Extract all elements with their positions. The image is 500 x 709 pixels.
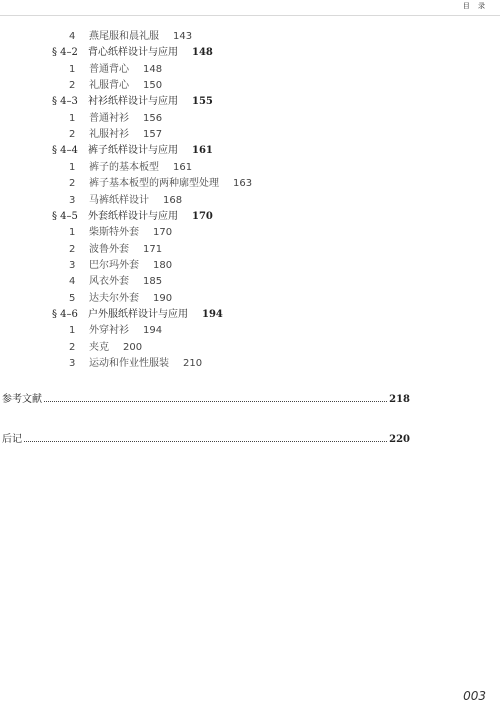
entry-title: 达夫尔外套: [89, 292, 139, 304]
item-number: 2: [69, 243, 76, 255]
entry-title: 外穿衬衫: [89, 325, 129, 337]
toc-subsection[interactable]: [69, 341, 142, 355]
item-number: 2: [69, 178, 76, 190]
dot-leader: [24, 441, 387, 442]
toc-section[interactable]: [52, 46, 213, 60]
header-rule: [0, 15, 500, 16]
entry-page-number: 156: [143, 112, 163, 124]
entry-page-number: 171: [143, 243, 163, 255]
toc-subsection[interactable]: [69, 194, 182, 208]
item-number: 3: [69, 259, 76, 271]
entry-page-number: 194: [143, 325, 163, 337]
entry-title: 外套纸样设计与应用: [88, 210, 178, 222]
item-number: 1: [69, 112, 76, 124]
toc-subsection[interactable]: [69, 63, 162, 77]
entry-title: 衬衫纸样设计与应用: [88, 96, 178, 108]
toc-subsection[interactable]: [69, 112, 162, 126]
item-number: 3: [69, 358, 76, 369]
item-number: 4: [69, 31, 76, 42]
chapter-title: 后记: [2, 434, 22, 445]
toc-subsection[interactable]: [69, 226, 172, 240]
entry-title: 裤子的基本板型: [89, 161, 159, 173]
item-number: 1: [69, 227, 76, 239]
entry-title: 礼服背心: [89, 80, 129, 92]
entry-title: 巴尔玛外套: [89, 259, 139, 271]
toc-section[interactable]: [52, 95, 213, 109]
dot-leader: [44, 401, 387, 402]
entry-page-number: 170: [153, 227, 173, 239]
toc-subsection[interactable]: [69, 292, 172, 306]
entry-page-number: 185: [143, 276, 163, 288]
entry-page-number: 155: [192, 96, 213, 108]
entry-page-number: 161: [192, 145, 213, 157]
entry-page-number: 150: [143, 80, 163, 92]
entry-title: 柴斯特外套: [89, 227, 139, 239]
entry-title: 普通衬衫: [89, 112, 129, 124]
entry-page-number: 190: [153, 292, 173, 304]
entry-title: 户外服纸样设计与应用: [88, 308, 188, 320]
entry-title: 礼服衬衫: [89, 129, 129, 141]
chapter-title: 参考文献: [2, 394, 42, 405]
toc-section[interactable]: [52, 210, 213, 224]
entry-title: 裤子纸样设计与应用: [88, 145, 178, 157]
toc-chapter-postscript[interactable]: [2, 430, 410, 445]
entry-page-number: 210: [183, 358, 203, 369]
chapter-page-number: 218: [389, 394, 410, 405]
item-number: 1: [69, 161, 76, 173]
toc-chapter-references[interactable]: [2, 390, 410, 405]
entry-page-number: 180: [153, 259, 173, 271]
entry-page-number: 163: [233, 178, 253, 190]
item-number: 1: [69, 325, 76, 337]
entry-page-number: 143: [173, 31, 193, 42]
item-number: 2: [69, 341, 76, 353]
chapter-page-number: 220: [389, 434, 410, 445]
item-number: 5: [69, 292, 76, 304]
toc-subsection[interactable]: [69, 128, 162, 142]
item-number: 2: [69, 80, 76, 92]
entry-page-number: 168: [163, 194, 183, 206]
entry-title: 燕尾服和晨礼服: [89, 31, 159, 42]
entry-page-number: 157: [143, 129, 163, 141]
page-number: 003: [463, 689, 486, 703]
entry-page-number: 161: [173, 161, 193, 173]
entry-title: 普通背心: [89, 63, 129, 75]
section-number: § 4–6: [52, 308, 78, 320]
toc-subsection[interactable]: [69, 259, 172, 273]
item-number: 4: [69, 276, 76, 288]
toc-subsection[interactable]: [69, 79, 162, 93]
entry-title: 裤子基本板型的两种廓型处理: [89, 178, 219, 190]
toc-subsection[interactable]: [69, 357, 202, 371]
running-header: 目 录: [462, 2, 488, 10]
toc-section[interactable]: [52, 308, 223, 322]
entry-title: 夹克: [89, 341, 109, 353]
entry-title: 波鲁外套: [89, 243, 129, 255]
entry-title: 风衣外套: [89, 276, 129, 288]
item-number: 3: [69, 194, 76, 206]
entry-page-number: 148: [143, 63, 163, 75]
toc-subsection[interactable]: [69, 324, 162, 338]
toc-subsection[interactable]: [69, 243, 162, 257]
item-number: 2: [69, 129, 76, 141]
section-number: § 4–3: [52, 96, 78, 108]
entry-title: 背心纸样设计与应用: [88, 47, 178, 59]
entry-page-number: 148: [192, 47, 213, 59]
entry-page-number: 194: [202, 308, 223, 320]
entry-page-number: 170: [192, 210, 213, 222]
item-number: 1: [69, 63, 76, 75]
toc-subsection[interactable]: [69, 161, 192, 175]
toc-subsection[interactable]: [69, 275, 162, 289]
section-number: § 4–4: [52, 145, 78, 157]
entry-title: 运动和作业性服装: [89, 358, 169, 369]
entry-page-number: 200: [123, 341, 143, 353]
toc-subsection[interactable]: [69, 30, 192, 44]
section-number: § 4–2: [52, 47, 78, 59]
toc-section[interactable]: [52, 144, 213, 158]
entry-title: 马裤纸样设计: [89, 194, 149, 206]
section-number: § 4–5: [52, 210, 78, 222]
toc-subsection[interactable]: [69, 177, 252, 191]
